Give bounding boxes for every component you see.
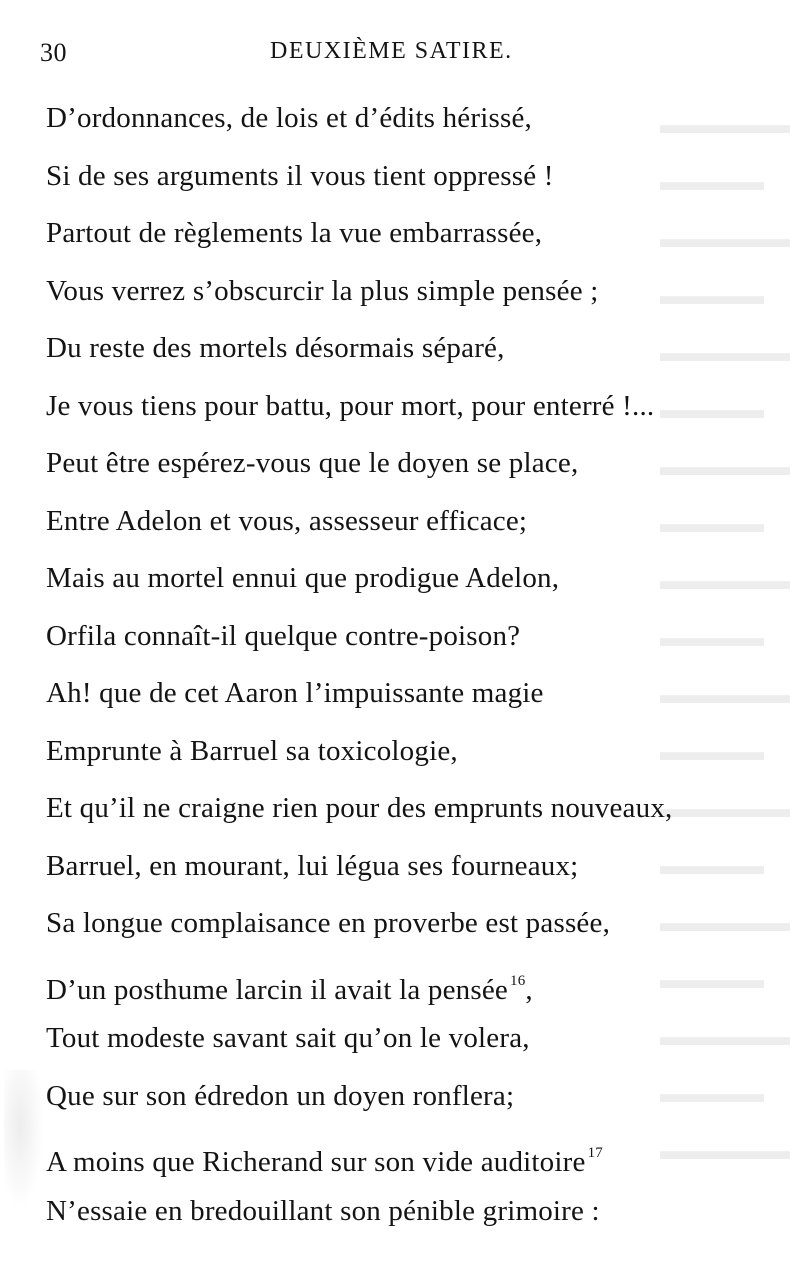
poem-verses — [46, 96, 786, 1246]
verse-line: Et qu’il ne craigne rien pour des emprunts nouveaux, — [46, 792, 673, 824]
verse-line: Que sur son édredon un doyen ronflera; — [46, 1079, 515, 1112]
verse-line: Je vous tiens pour battu, pour mort, pour enterré !... — [46, 389, 655, 422]
verse-line: N’essaie en bredouillant son pénible grimoire : — [46, 1194, 600, 1227]
verse-line: Peut être espérez-vous que le doyen se place, — [46, 447, 579, 479]
verse-line: Vous verrez s’obscurcir la plus simple pensée ; — [46, 274, 599, 307]
paper-smudge — [4, 1070, 44, 1210]
verse-line: Ah! que de cet Aaron l’impuissante magie — [46, 677, 544, 709]
verse-line: Entre Adelon et vous, assesseur efficace; — [46, 504, 528, 537]
verse-line: Emprunte à Barruel sa toxicologie, — [46, 734, 458, 767]
verse-line: Barruel, en mourant, lui légua ses fourneaux; — [46, 849, 579, 882]
verse-line: Si de ses arguments il vous tient oppressé ! — [46, 159, 554, 192]
verse-line: D’un posthume larcin il avait la pensée $^{16}$, — [46, 972, 533, 1006]
verse-line: Sa longue complaisance en proverbe est passée, — [46, 907, 611, 939]
verse-line: Mais au mortel ennui que prodigue Adelon, — [46, 562, 560, 594]
page-number: 30 — [40, 38, 67, 67]
running-title: DEUXIÈME SATIRE. — [270, 38, 513, 64]
verse-line: Tout modeste savant sait qu’on le volera, — [46, 1022, 530, 1054]
verse-line: Orfila connaît-il quelque contre-poison? — [46, 619, 521, 652]
verse-line: A moins que Richerand sur son vide auditoire $^{17}$ — [46, 1145, 603, 1178]
running-header — [0, 34, 800, 74]
verse-line: D’ordonnances, de lois et d’édits hérissé, — [46, 102, 532, 134]
verse-line: Partout de règlements la vue embarrassée, — [46, 217, 543, 249]
footnote-marker: 16 — [510, 972, 526, 989]
bleed-through-text: ▬▬▬▬▬ ▬▬▬▬ ▬▬▬▬▬ ▬▬▬▬ ▬▬▬▬▬ ▬▬▬▬ ▬▬▬▬▬ ▬▬▬▬ ▬▬▬▬▬ ▬▬▬▬ ▬▬▬▬▬ ▬▬▬▬ ▬▬▬▬▬ ▬▬▬▬ ▬▬▬▬▬ ▬▬▬▬ ▬▬▬▬▬ ▬▬▬▬ ▬▬▬▬▬ — [660, 110, 790, 1165]
footnote-marker: 17 — [587, 1145, 603, 1161]
verse-line: Du reste des mortels désormais séparé, — [46, 332, 505, 364]
